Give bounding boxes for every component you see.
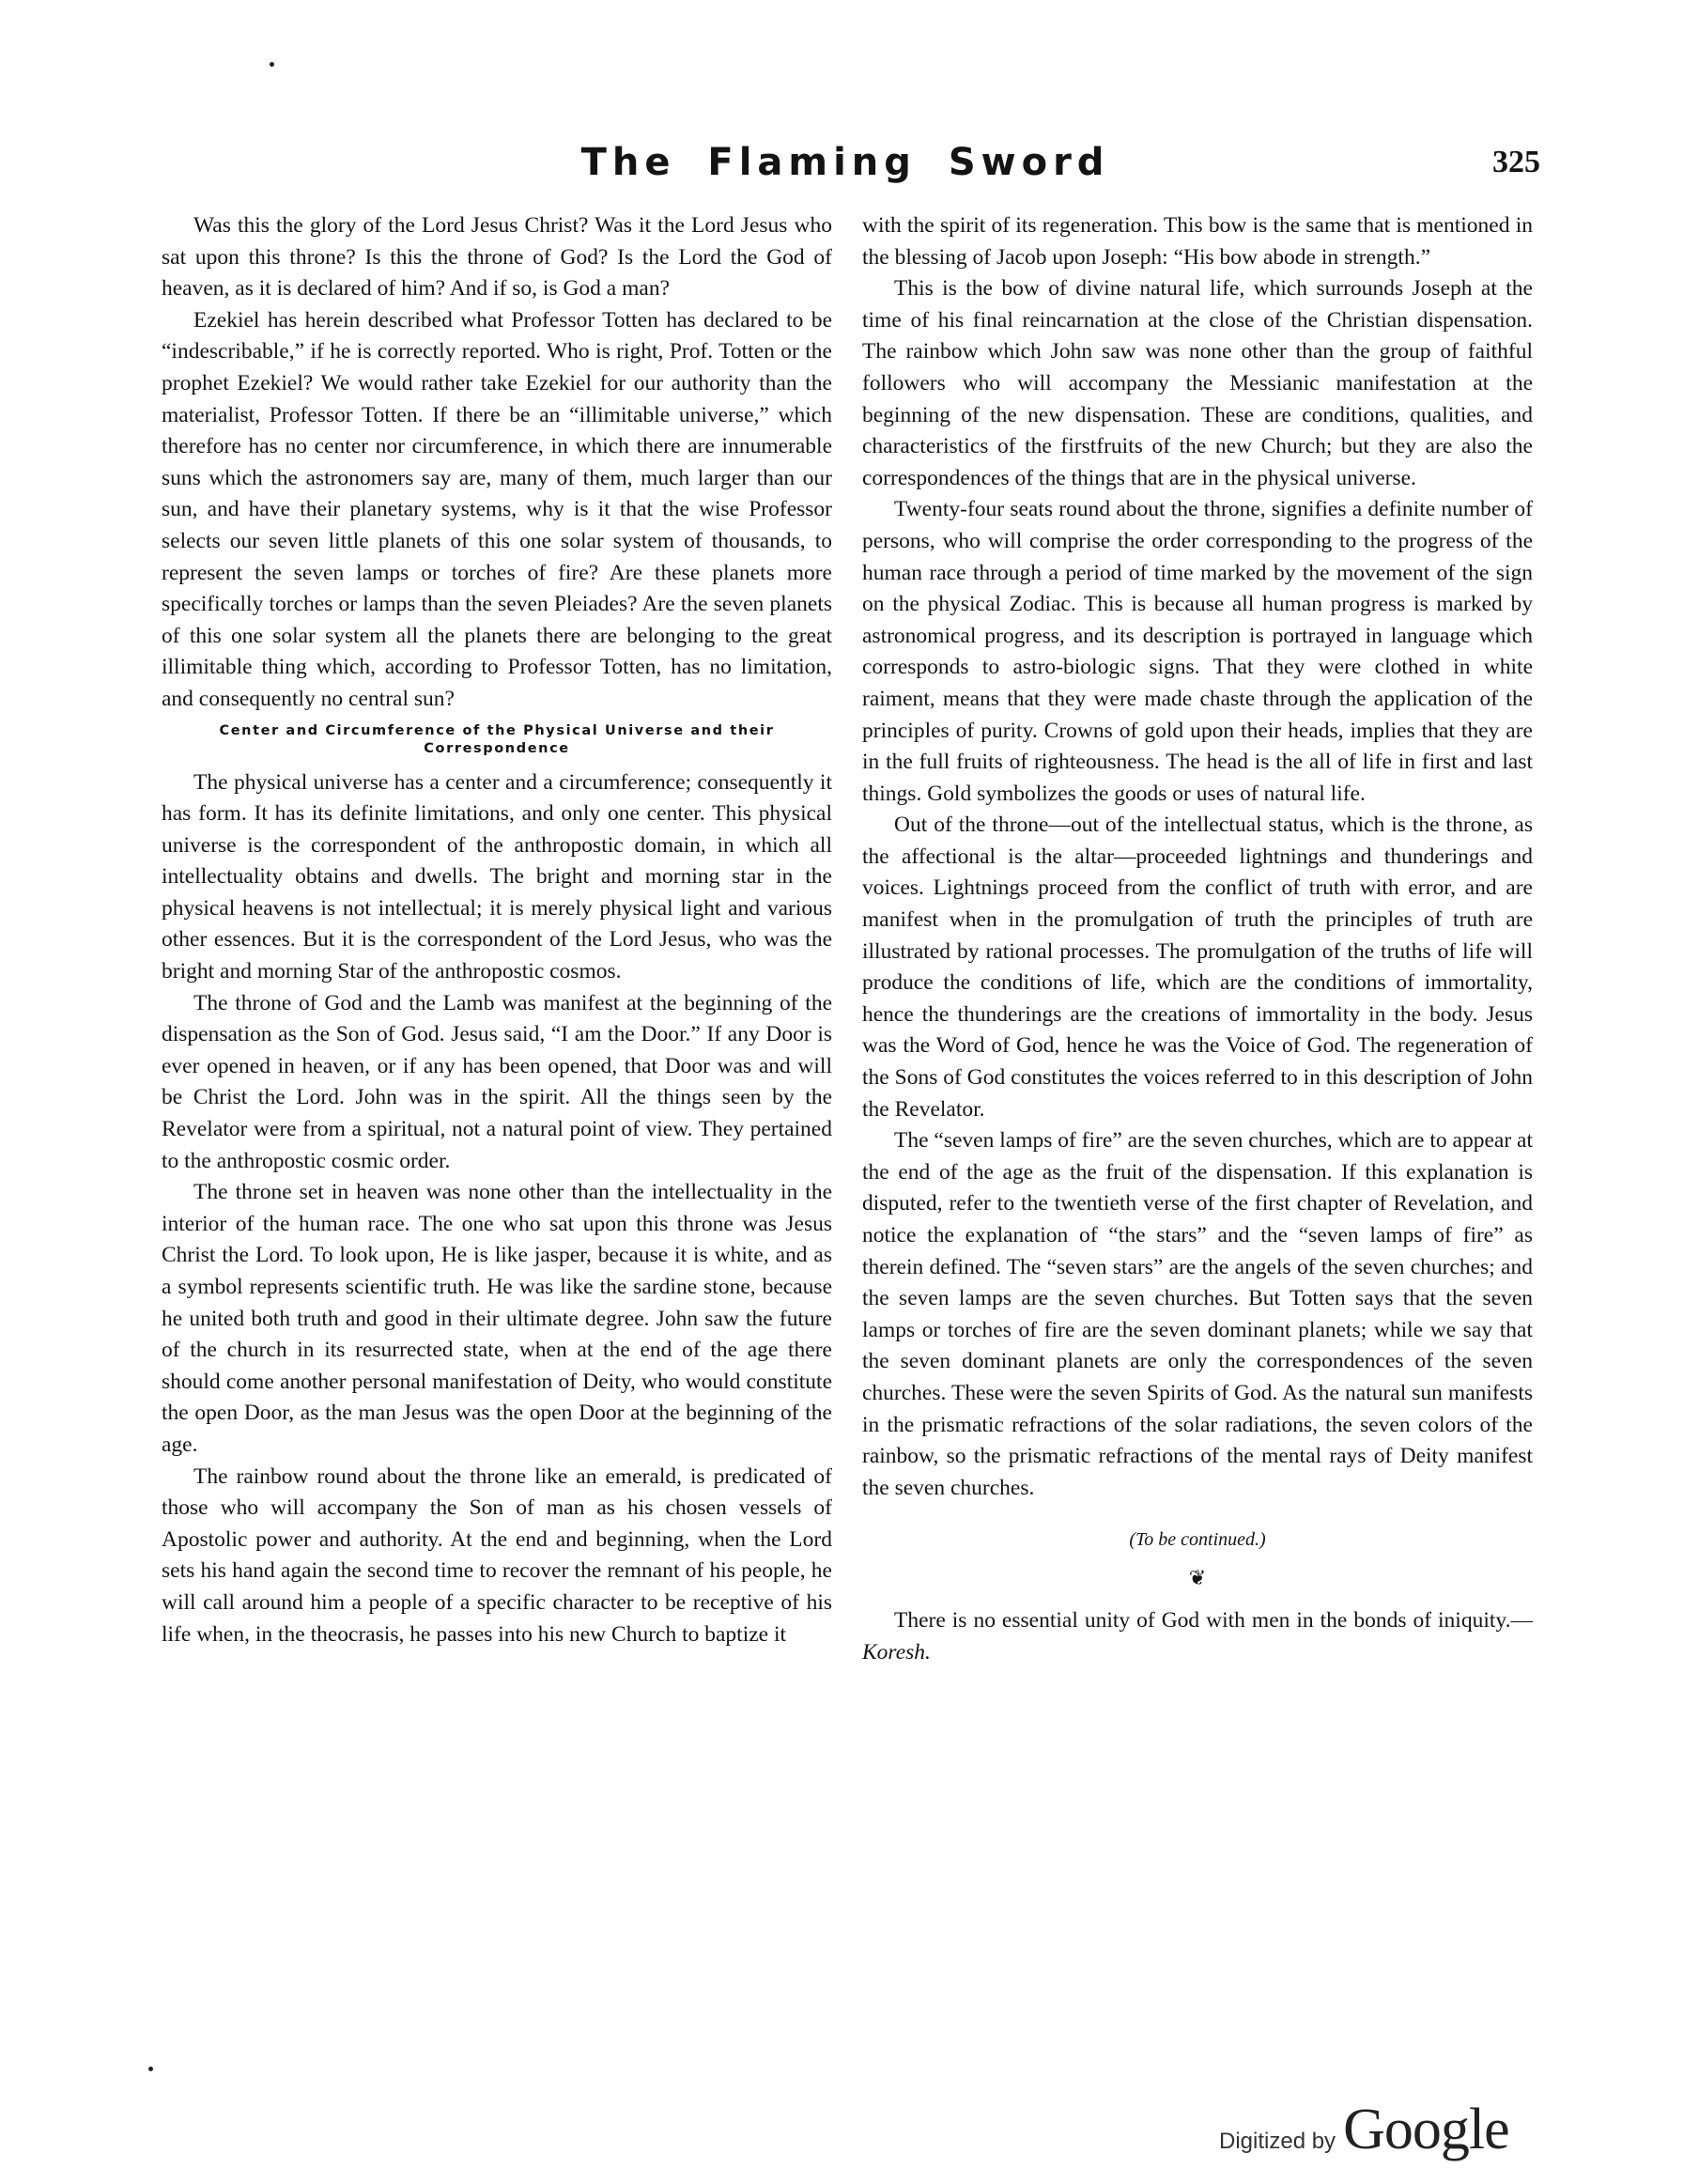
google-logo: Google	[1343, 2098, 1509, 2161]
ink-speck	[270, 62, 274, 67]
quote-author: Koresh.	[862, 1639, 931, 1665]
paragraph: Ezekiel has herein described what Professor Totten has declared to be “indescribable,” if he is correctly reported. Who is right, Prof. Totten or the prophet Ezekiel? We would rather take Ezekiel for our authority than the materialist, Professor Totten. If there be an “illimitable universe,” which therefore has no center nor circumference, in which there are innumerable suns which the astronomers say are, many of them, much larger than our sun, and have their planetary systems, why is it that the wise Professor selects our seven little planets of this one solar system of thousands, to represent the seven lamps or torches of fire? Are these planets more specifically torches or lamps than the seven Pleiades? Are the seven planets of this one solar system all the planets there are belonging to the great illimitable thing which, according to Professor Totten, has no limitation, and consequently no central sun?	[162, 307, 832, 711]
journal-title: The Flaming Sword	[580, 141, 1110, 184]
paragraph: Was this the glory of the Lord Jesus Christ? Was it the Lord Jesus who sat upon this throne? Is this the throne of God? Is the Lord the God of heaven, as it is declared of him? And if so, is God a man?	[162, 213, 832, 302]
paragraph: The physical universe has a center and a circumference; consequently it has form. It has its definite limitations, and only one center. This physical universe is the correspondent of the anthropostic domain, in which all intellectuality obtains and dwells. The bright and morning star in the physical heavens is not intellectual; it is merely physical light and various other essences. But it is the correspondent of the Lord Jesus, who was the bright and morning Star of the anthropostic cosmos.	[162, 769, 832, 984]
section-subheading: Center and Circumference of the Physical Universe and their Correspondence	[219, 722, 775, 756]
watermark-prefix: Digitized by	[1219, 2129, 1336, 2154]
paragraph: The throne set in heaven was none other than the intellectuality in the interior of the human race. The one who sat upon this throne was Jesus Christ the Lord. To look upon, He is like jasper, because it is white, and as a symbol represents scientific truth. He was like the sardine stone, because he united both truth and good in their ultimate degree. John saw the future of the church in its resurrected state, when at the end of the age there should come another personal manifestation of Deity, who would constitute the open Door, as the man Jesus was the open Door at the beginning of the age.	[162, 1180, 832, 1457]
paragraph: Twenty-four seats round about the throne, signifies a definite number of persons, who will comprise the order corresponding to the progress of the human race through a period of time marked by the movement of the sign on the physical Zodiac. This is because all human progress is marked by astronomical progress, and its description is portrayed in language which corresponds to astro-biologic signs. That they were clothed in white raiment, means that they were made chaste through the application of the principles of purity. Crowns of gold upon their heads, implies that they are in the full fruits of righteousness. The head is the all of life in first and last things. Gold symbolizes the goods or uses of natural life.	[862, 497, 1533, 806]
ink-speck	[148, 2067, 153, 2071]
paragraph: Out of the throne—out of the intellectual status, which is the throne, as the affectional is the altar—proceeded lightnings and thunderings and voices. Lightnings proceed from the conflict of truth with error, and are manifest when in the promulgation of truth the principles of truth are illustrated by rational processes. The promulgation of the truths of life will produce the conditions of life, which are the conditions of immortality, hence the thunderings are the creations of immortality in the body. Jesus was the Word of God, hence he was the Voice of God. The regeneration of the Sons of God constitutes the voices referred to in this description of John the Revelator.	[862, 813, 1533, 1122]
digitized-watermark	[1219, 2097, 1509, 2162]
right-column	[862, 210, 1533, 1668]
fleuron-ornament-icon: ❦	[1188, 1565, 1207, 1589]
paragraph-continuation: with the spirit of its regeneration. This bow is the same that is mentioned in the blessing of Jacob upon Joseph: “His bow abode in strength.”	[862, 213, 1533, 270]
closing-quote	[862, 1605, 1533, 1668]
paragraph: The “seven lamps of fire” are the seven churches, which are to appear at the end of the age as the fruit of the dispensation. If this explanation is disputed, refer to the twentieth verse of the first chapter of Revelation, and notice the explanation of “the stars” and the “seven lamps of fire” as therein defined. The “seven stars” are the angels of the seven churches; and the seven lamps are the seven churches. But Totten says that the seven lamps or torches of fire are the seven dominant planets; while we say that the seven dominant planets are only the correspondences of the seven churches. These were the seven Spirits of God. As the natural sun manifests in the prismatic refractions of the solar radiations, the seven colors of the rainbow, so the prismatic refractions of the mental rays of Deity manifest the seven churches.	[862, 1128, 1533, 1500]
paragraph: The rainbow round about the throne like an emerald, is predicated of those who will accompany the Son of man as his chosen vessels of Apostolic power and authority. At the end and beginning, when the Lord sets his hand again the second time to recover the remnant of his people, he will call around him a people of a specific character to be receptive of his life when, in the theocrasis, he passes into his new Church to baptize it	[162, 1464, 832, 1647]
left-column	[162, 210, 832, 1650]
running-head	[150, 141, 1540, 188]
paragraph: The throne of God and the Lamb was manifest at the beginning of the dispensation as the Son of God. Jesus said, “I am the Door.” If any Door is ever opened in heaven, or if any has been opened, that Door was and will be Christ the Lord. John was in the spirit. All the things seen by the Revelator were from a spiritual, not a natural point of view. They pertained to the anthropostic cosmic order.	[162, 990, 832, 1173]
to-be-continued-note: (To be continued.)	[1129, 1529, 1266, 1551]
page-number: 325	[1492, 145, 1540, 179]
paragraph: This is the bow of divine natural life, which surrounds Joseph at the time of his final reincarnation at the close of the Christian dispensation. The rainbow which John saw was none other than the group of faithful followers who will accompany the Messianic manifestation at the beginning of the new dispensation. These are conditions, qualities, and characteristics of the firstfruits of the new Church; but they are also the correspondences of the things that are in the physical universe.	[862, 276, 1533, 490]
quote-text: There is no essential unity of God with men in the bonds of iniquity.—	[894, 1607, 1533, 1633]
